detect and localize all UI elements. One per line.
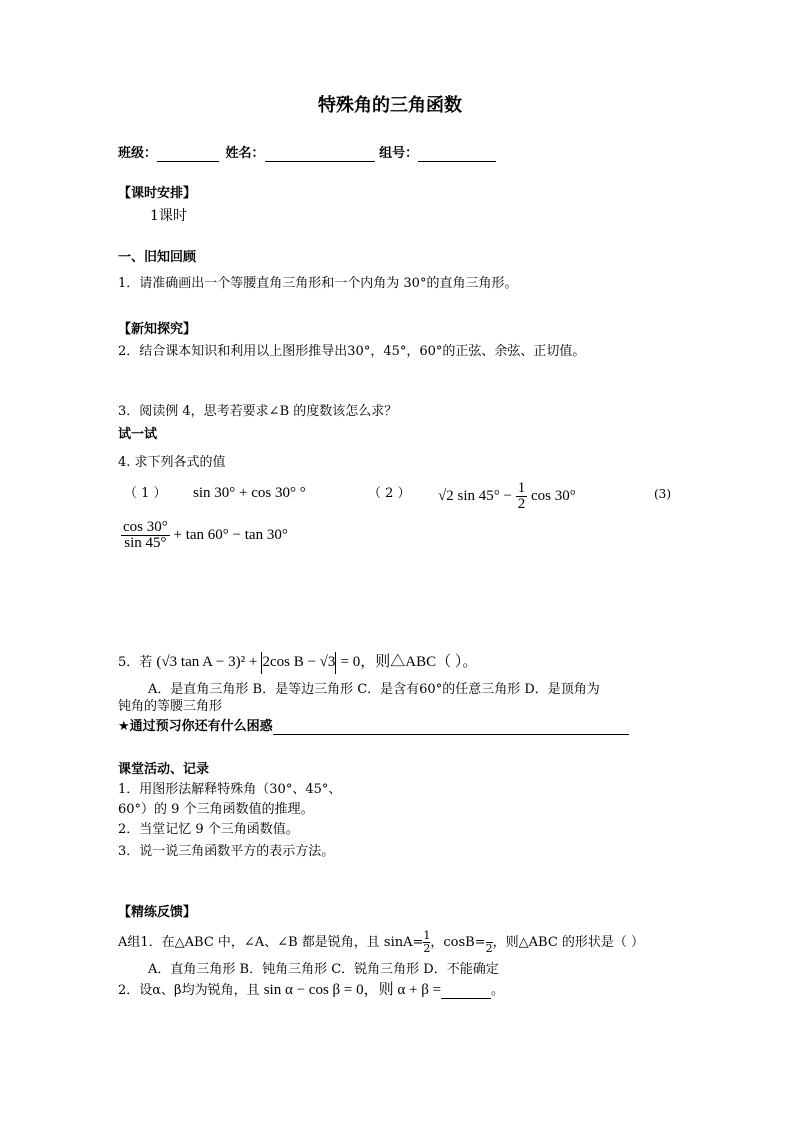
part-3-label: (3) bbox=[654, 487, 671, 501]
q5-options: A．是直角三角形 B．是等边三角形 C．是含有60°的任意三角形 D．是顶角为 bbox=[148, 682, 600, 697]
part-2-sin: sin 45° − bbox=[457, 488, 512, 504]
try-label: 试一试 bbox=[118, 427, 158, 442]
part-2-fraction: $\frac{1}{2}$ bbox=[517, 480, 526, 513]
a2-suffix: 。 bbox=[491, 983, 505, 998]
activity-line-3: 2．当堂记忆 9 个三角函数值。 bbox=[118, 822, 299, 837]
q5-prefix: 5．若 bbox=[118, 655, 153, 670]
a1-options: A．直角三角形 B．钝角三角形 C．锐角三角形 D．不能确定 bbox=[148, 962, 499, 977]
question-4: 4. 求下列各式的值 bbox=[118, 455, 226, 470]
a1-suffix: ，则△ABC 的形状是（ ） bbox=[492, 935, 645, 950]
part-1-label: （ 1 ） bbox=[124, 486, 167, 501]
activity-line-4: 3．说一说三角函数平方的表示方法。 bbox=[118, 844, 335, 859]
a1-fraction-1: $\frac{1}{2}$ bbox=[423, 929, 431, 955]
a2-expression: sin α − cos β = 0，则 α + β = bbox=[263, 982, 442, 998]
part-2-sqrt: √2 bbox=[438, 488, 454, 504]
group-label: 组号： bbox=[379, 146, 419, 161]
part-3-fraction: $\frac{\cos 30^\circ}{\sin 45^\circ}$ bbox=[123, 519, 168, 552]
part-2-expression bbox=[438, 478, 576, 514]
name-field[interactable] bbox=[265, 147, 375, 162]
activity-heading: 课堂活动、记录 bbox=[118, 762, 210, 777]
question-1: 1．请准确画出一个等腰直角三角形和一个内角为 30°的直角三角形。 bbox=[118, 276, 518, 291]
feedback-heading: 【精练反馈】 bbox=[118, 905, 197, 920]
a2-prefix: 2．设α、β均为锐角，且 bbox=[118, 983, 260, 998]
group-field[interactable] bbox=[418, 147, 496, 162]
feedback-a1 bbox=[118, 928, 644, 958]
class-field[interactable] bbox=[157, 147, 219, 162]
q5-options-cont: 钝角的等腰三角形 bbox=[118, 699, 223, 714]
part-2-label: （ 2 ） bbox=[368, 486, 411, 501]
reflect-prompt: ★通过预习你还有什么困惑 bbox=[118, 719, 629, 735]
part-3-expression bbox=[121, 515, 288, 555]
q5-expression-a: (√3 tan A − 3)² + bbox=[156, 654, 258, 670]
explore-heading: 【新知探究】 bbox=[118, 322, 197, 337]
activity-line-2: 60°）的 9 个三角函数值的推理。 bbox=[118, 802, 314, 817]
a1-fraction-2: 2 bbox=[486, 930, 493, 955]
page-title: 特殊角的三角函数 bbox=[318, 95, 462, 116]
part-3-rest: + tan 60° − tan 30° bbox=[173, 527, 288, 543]
header-row bbox=[118, 146, 496, 162]
part-1-expression: sin 30° + cos 30° ° bbox=[193, 485, 306, 501]
question-3: 3．阅读例 4，思考若要求∠B 的度数该怎么求？ bbox=[118, 404, 398, 419]
schedule-heading: 【课时安排】 bbox=[118, 186, 197, 201]
q5-expression-b: 2cos B − √3 bbox=[262, 654, 336, 670]
name-label: 姓名： bbox=[225, 146, 265, 161]
schedule-value: 1课时 bbox=[150, 208, 187, 224]
reflect-field[interactable] bbox=[273, 720, 629, 735]
q5-suffix: = 0，则△ABC（ ）。 bbox=[340, 654, 478, 670]
question-2: 2．结合课本知识和利用以上图形推导出30°，45°，60°的正弦、余弦、正切值。 bbox=[118, 344, 586, 359]
abs-bar-right bbox=[335, 652, 336, 674]
review-heading: 一、旧知回顾 bbox=[118, 250, 197, 265]
a2-answer-field[interactable] bbox=[441, 984, 491, 999]
a1-mid: ，cosB= bbox=[430, 935, 486, 950]
class-label: 班级： bbox=[118, 146, 158, 161]
a1-prefix: A组1．在△ABC 中，∠A、∠B 都是锐角，且 sinA= bbox=[118, 935, 424, 950]
feedback-a2 bbox=[118, 982, 504, 999]
question-5 bbox=[118, 650, 477, 674]
activity-line-1: 1．用图形法解释特殊角（30°、45°、 bbox=[118, 782, 342, 797]
part-2-cos: cos 30° bbox=[530, 488, 576, 504]
